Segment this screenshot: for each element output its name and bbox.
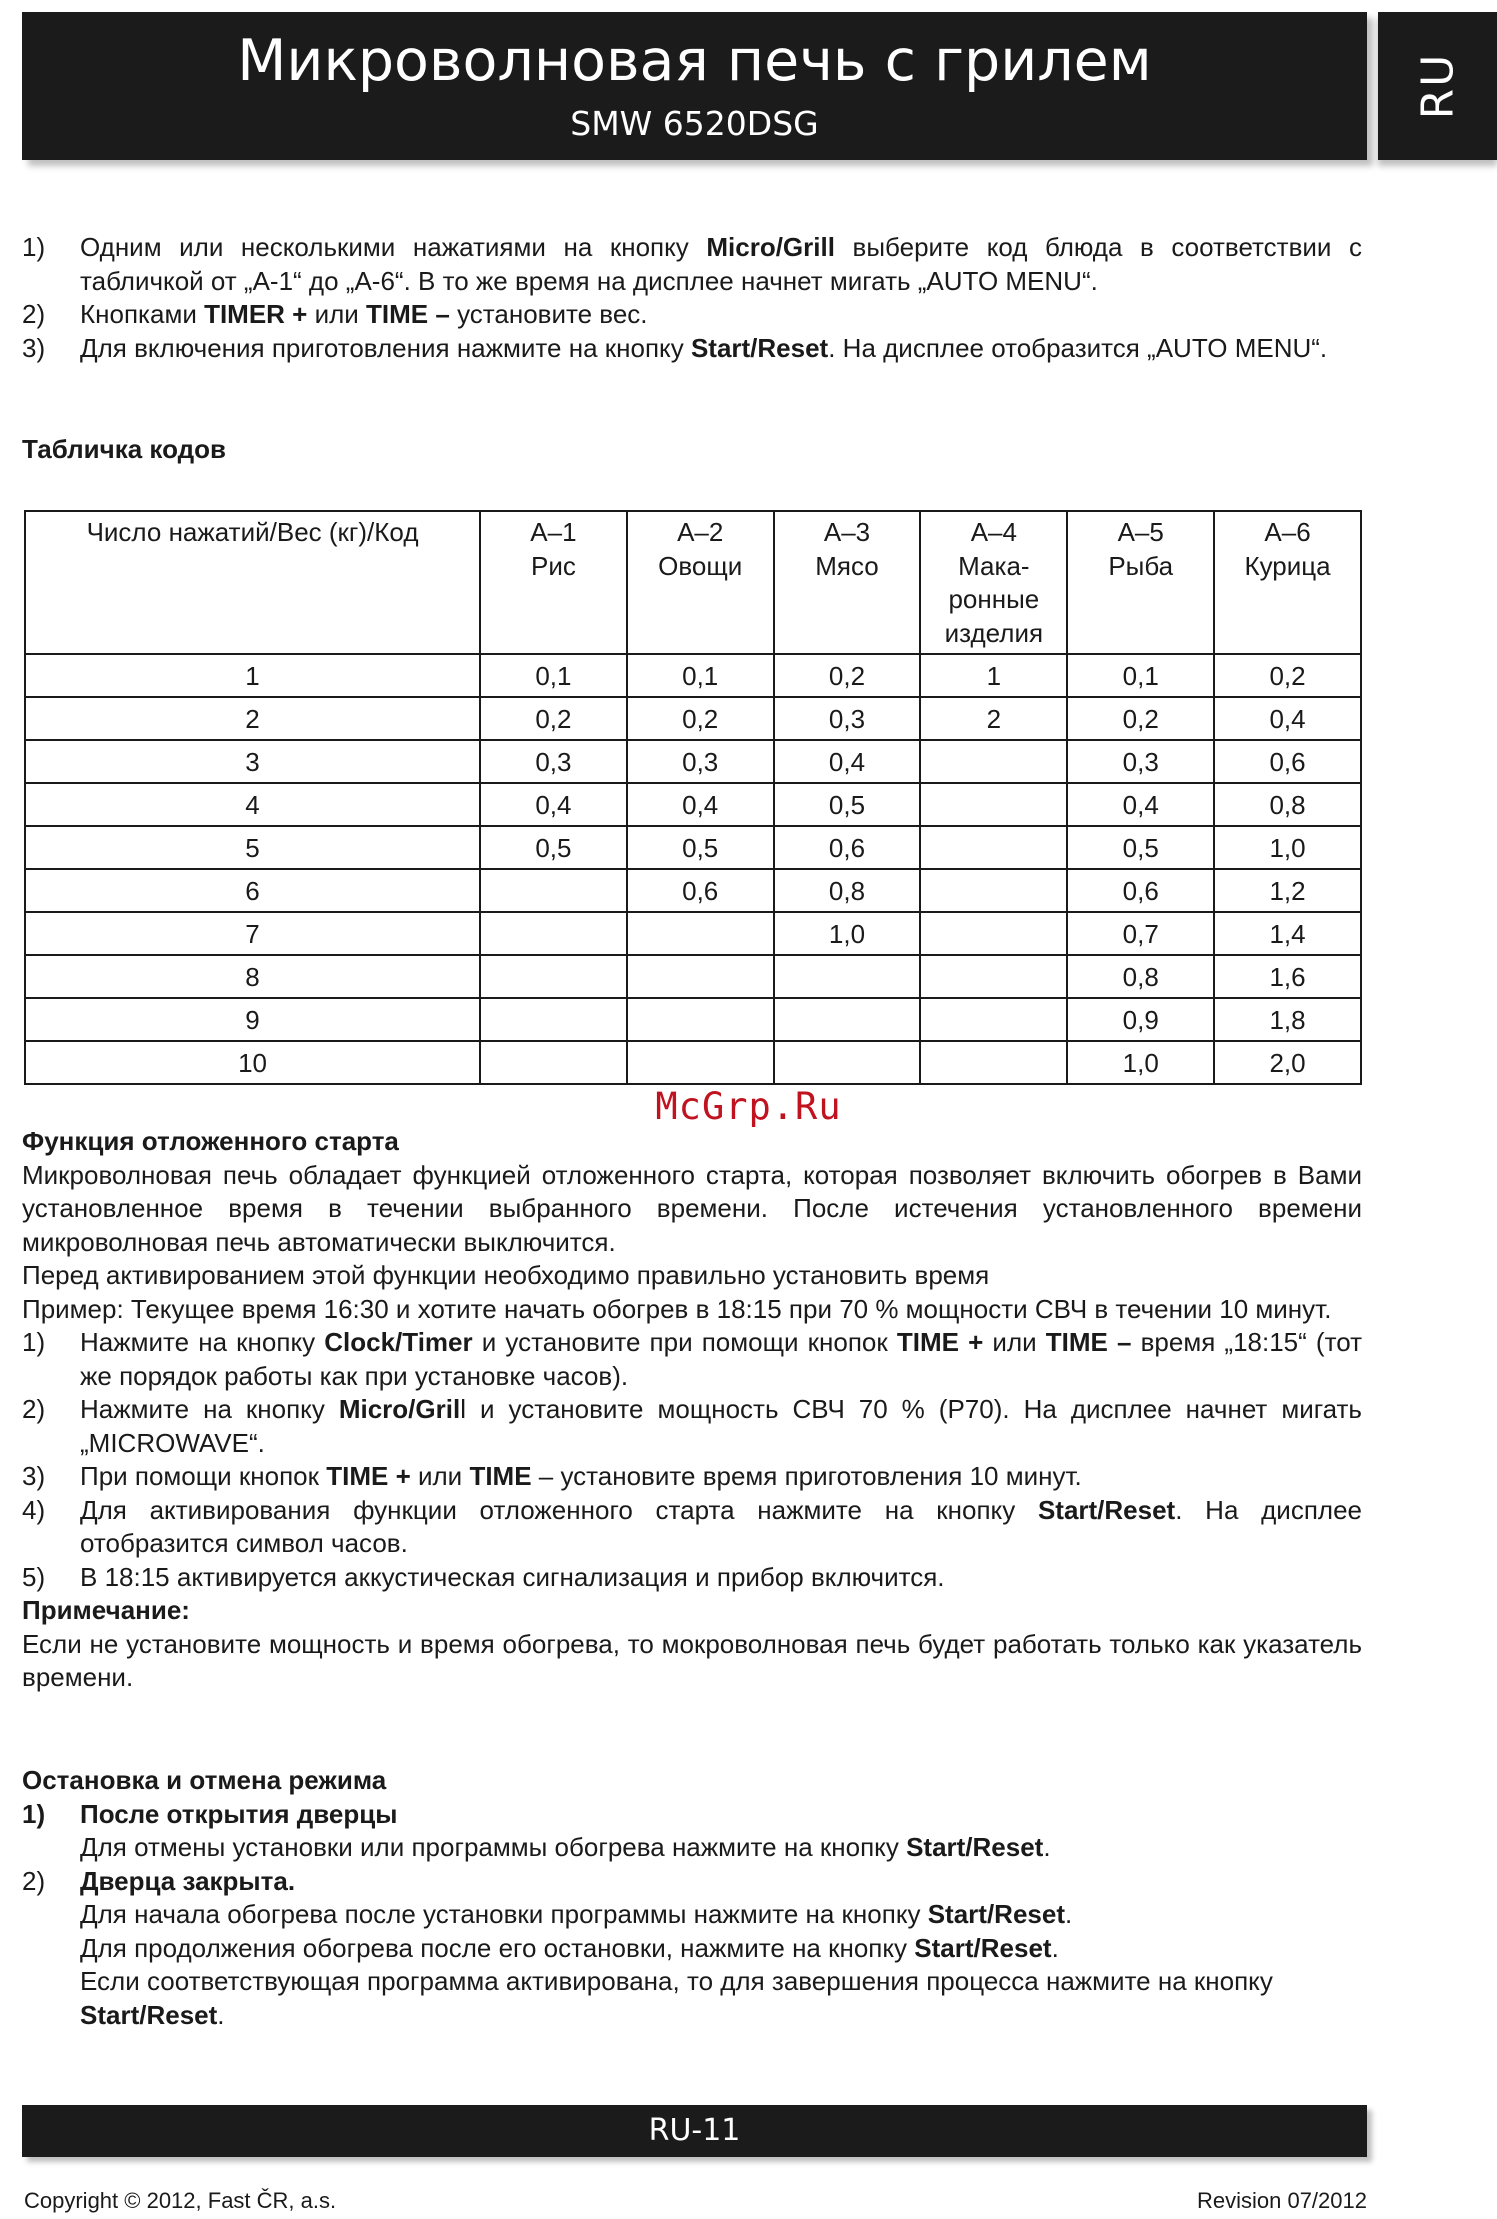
table-cell: 0,5 — [480, 826, 627, 869]
table-cell — [920, 783, 1067, 826]
stop-cancel-heading: Остановка и отмена режима — [22, 1765, 387, 1795]
bold-term: Micro/Grill — [706, 232, 835, 262]
table-cell: 0,2 — [1214, 654, 1361, 697]
text-run: Для отмены установки или программы обогрева нажмите на кнопку — [80, 1832, 907, 1862]
table-cell: 0,8 — [1214, 783, 1361, 826]
table-cell: 0,4 — [1214, 697, 1361, 740]
row-press-count: 6 — [25, 869, 480, 912]
stop-item-line — [80, 1898, 1362, 1932]
text-run: Для включения приготовления нажмите на кнопку — [80, 332, 691, 363]
language-tab — [1378, 12, 1497, 160]
delayed-step — [22, 1561, 1362, 1595]
table-cell: 1,0 — [1067, 1041, 1214, 1084]
table-cell: 0,4 — [627, 783, 774, 826]
bold-term: Start/Reset — [906, 1832, 1044, 1862]
language-label: RU — [1412, 52, 1463, 120]
row-press-count: 3 — [25, 740, 480, 783]
table-cell: 0,3 — [627, 740, 774, 783]
step-number: 2) — [22, 1394, 46, 1424]
text-run: Кнопками — [80, 299, 205, 329]
column-code: A–6 — [1264, 517, 1311, 547]
codes-table-heading: Табличка кодов — [22, 434, 226, 464]
note-text: Если не установите мощность и время обогрева, то мокроволновая печь будет работать только как указатель времени. — [22, 1628, 1362, 1692]
model-number: SMW 6520DSG — [570, 104, 819, 143]
column-name: Рыба — [1108, 550, 1174, 581]
table-cell: 0,5 — [1067, 826, 1214, 869]
table-cell: 0,9 — [1067, 998, 1214, 1041]
table-cell: 1,2 — [1214, 869, 1361, 912]
column-name: Мясо — [815, 550, 879, 581]
step-number: 3) — [22, 332, 46, 363]
table-cell: 2 — [920, 697, 1067, 740]
table-cell: 1,0 — [774, 912, 921, 955]
table-cell: 0,6 — [1214, 740, 1361, 783]
table-column-header — [480, 511, 627, 654]
stop-cancel-items — [22, 1798, 1362, 2033]
table-row — [25, 998, 1361, 1041]
text-run: или — [410, 1461, 470, 1491]
text-run: . На дисплее отобразится символ часов. — [80, 1494, 1362, 1558]
intro-step — [22, 332, 1362, 366]
intro-steps — [22, 231, 1362, 365]
codes-table — [24, 510, 1362, 1085]
text-run: При помощи кнопок — [80, 1461, 327, 1491]
text-run: Для активирования функции отложенного старта нажмите на кнопку — [80, 1494, 1038, 1525]
stop-item-line — [80, 1965, 1362, 2032]
table-cell — [774, 998, 921, 1041]
table-cell — [627, 955, 774, 998]
bold-term: Clock/Timer — [324, 1327, 473, 1357]
intro-step — [22, 298, 1362, 332]
delayed-start-heading: Функция отложенного старта — [22, 1126, 399, 1156]
delayed-start-paragraphs — [22, 1159, 1362, 1327]
row-press-count: 10 — [25, 1041, 480, 1084]
table-cell — [920, 740, 1067, 783]
text-run: или — [983, 1327, 1046, 1357]
stop-item-title: После открытия дверцы — [80, 1798, 398, 1829]
revision: Revision 07/2012 — [1196, 2188, 1367, 2213]
page-number: RU-11 — [648, 2113, 741, 2148]
text-run: В 18:15 активируется аккустическая сигнализация и прибор включится. — [80, 1561, 945, 1592]
table-cell: 0,6 — [774, 826, 921, 869]
table-cell — [480, 869, 627, 912]
bold-term: Start/Reset — [80, 1999, 218, 2030]
text-run: Одним или несколькими нажатиями на кнопку — [80, 232, 707, 262]
table-cell — [920, 1041, 1067, 1084]
table-cell: 0,5 — [774, 783, 921, 826]
bold-term: TIME — [469, 1461, 532, 1491]
table-cell: 0,3 — [480, 740, 627, 783]
table-cell: 1,4 — [1214, 912, 1361, 955]
table-cell — [920, 998, 1067, 1041]
column-code: A–5 — [1117, 517, 1164, 547]
table-column-header — [1214, 511, 1361, 654]
table-cell — [480, 998, 627, 1041]
table-cell — [920, 912, 1067, 955]
copyright: Copyright © 2012, Fast ČR, a.s. — [24, 2188, 337, 2213]
text-run: выберите код блюда в соответствии с табличкой от „A-1“ до „A-6“. В то же время на дисплее начнет мигать „AUTO MENU“. — [80, 232, 1362, 296]
table-cell: 0,4 — [1067, 783, 1214, 826]
table-cell: 0,2 — [774, 654, 921, 697]
table-row — [25, 912, 1361, 955]
table-cell: 1 — [920, 654, 1067, 697]
bold-term: TIMER + — [204, 299, 308, 329]
table-row — [25, 697, 1361, 740]
bold-term: Start/Reset — [690, 332, 829, 363]
text-run: Для продолжения обогрева после его остановки, нажмите на кнопку — [80, 1932, 915, 1963]
row-press-count: 9 — [25, 998, 480, 1041]
table-cell: 0,8 — [1067, 955, 1214, 998]
stop-item-line — [80, 1831, 1362, 1865]
table-cell — [920, 869, 1067, 912]
stop-item — [22, 1798, 1362, 1865]
table-cell: 0,3 — [774, 697, 921, 740]
step-number: 1) — [22, 1327, 46, 1357]
column-code: A–1 — [530, 517, 577, 547]
table-cell: 1,0 — [1214, 826, 1361, 869]
stop-cancel-section — [22, 1764, 1362, 2032]
table-cell — [920, 826, 1067, 869]
table-cell: 0,8 — [774, 869, 921, 912]
step-number: 1) — [22, 232, 46, 262]
text-run: . — [1065, 1899, 1073, 1929]
stop-item — [22, 1865, 1362, 2033]
table-cell — [627, 998, 774, 1041]
text-run: Для начала обогрева после установки программы нажмите на кнопку — [80, 1899, 928, 1929]
page-title: Микроволновая печь с грилем — [237, 28, 1152, 94]
table-cell: 0,5 — [627, 826, 774, 869]
paragraph: Перед активированием этой функции необходимо правильно установить время — [22, 1260, 990, 1290]
table-cell: 0,3 — [1067, 740, 1214, 783]
table-cell: 0,2 — [480, 697, 627, 740]
row-press-count: 7 — [25, 912, 480, 955]
step-number: 3) — [22, 1461, 46, 1491]
row-press-count: 1 — [25, 654, 480, 697]
text-run: Нажмите на кнопку — [80, 1327, 325, 1357]
text-run: и установите при помощи кнопок — [472, 1327, 897, 1357]
note-heading: Примечание: — [22, 1595, 190, 1625]
table-cell: 0,1 — [480, 654, 627, 697]
bold-term: Start/Reset — [914, 1932, 1052, 1963]
table-cell: 1,8 — [1214, 998, 1361, 1041]
step-number: 1) — [22, 1798, 46, 1829]
table-cell — [480, 955, 627, 998]
column-code: A–4 — [970, 517, 1017, 547]
row-press-count: 2 — [25, 697, 480, 740]
table-column-header — [1067, 511, 1214, 654]
column-code: A–2 — [677, 517, 724, 547]
table-cell: 0,2 — [627, 697, 774, 740]
table-header-label: Число нажатий/Вес (кг)/Код — [25, 511, 480, 654]
table-cell — [480, 912, 627, 955]
watermark: McGrp.Ru — [655, 1085, 842, 1128]
table-column-header — [920, 511, 1067, 654]
table-cell: 0,4 — [480, 783, 627, 826]
bold-term: TIME – — [1045, 1327, 1132, 1357]
table-cell: 0,7 — [1067, 912, 1214, 955]
table-row — [25, 955, 1361, 998]
table-row — [25, 869, 1361, 912]
footer-bar — [22, 2105, 1367, 2157]
text-run: Нажмите на кнопку — [80, 1394, 339, 1424]
table-body — [25, 654, 1361, 1084]
text-run: . — [217, 1999, 225, 2030]
intro-step — [22, 231, 1362, 298]
table-column-header — [774, 511, 921, 654]
text-run: . — [1043, 1832, 1051, 1862]
table-cell — [627, 1041, 774, 1084]
bold-term: Start/Reset — [1037, 1494, 1176, 1525]
row-press-count: 5 — [25, 826, 480, 869]
delayed-step — [22, 1393, 1362, 1460]
text-run: Если соответствующая программа активирована, то для завершения процесса нажмите на кнопку — [80, 1966, 1273, 1996]
column-code: A–3 — [823, 517, 871, 547]
table-row — [25, 783, 1361, 826]
table-row — [25, 740, 1361, 783]
table-header-row — [25, 511, 1361, 654]
delayed-start-section — [22, 1125, 1362, 1695]
table-cell — [920, 955, 1067, 998]
text-run: установите вес. — [449, 299, 648, 329]
header-bar — [22, 12, 1367, 160]
table-row — [25, 1041, 1361, 1084]
paragraph: Микроволновая печь обладает функцией отложенного старта, которая позволяет включить обогрев в Вами установленное время в течении выбранного времени. После истечения установленного времени микроволновая печь автоматически выключится. — [22, 1159, 1362, 1257]
row-press-count: 8 — [25, 955, 480, 998]
table-row — [25, 826, 1361, 869]
column-name: Курица — [1244, 550, 1331, 581]
bold-term: Start/Reset — [927, 1899, 1065, 1929]
text-run: время „18:15“ (тот же порядок работы как при установке часов). — [80, 1327, 1363, 1391]
table-cell — [774, 955, 921, 998]
column-name: Овощи — [658, 550, 743, 581]
text-run: . — [1051, 1932, 1059, 1963]
table-cell — [480, 1041, 627, 1084]
delayed-step — [22, 1326, 1362, 1393]
delayed-step — [22, 1460, 1362, 1494]
table-cell: 0,2 — [1067, 697, 1214, 740]
paragraph: Пример: Текущее время 16:30 и хотите начать обогрев в 18:15 при 70 % мощности СВЧ в течении 10 минут. — [22, 1293, 1332, 1324]
table-cell: 0,1 — [627, 654, 774, 697]
column-name: Рис — [530, 550, 576, 581]
step-number: 5) — [22, 1561, 46, 1592]
table-cell — [774, 1041, 921, 1084]
text-run: . На дисплее отобразится „AUTO MENU“. — [828, 332, 1328, 363]
stop-item-line — [80, 1932, 1362, 1966]
text-run: l и установите мощность СВЧ 70 % (P70). На дисплее начнет мигать „MICROWAVE“. — [80, 1394, 1362, 1458]
bold-term: TIME + — [896, 1327, 984, 1357]
table-cell: 0,4 — [774, 740, 921, 783]
delayed-start-steps — [22, 1326, 1362, 1594]
step-number: 2) — [22, 1865, 46, 1896]
stop-item-title: Дверца закрыта. — [80, 1865, 296, 1896]
text-run: – установите время приготовления 10 минут. — [531, 1461, 1082, 1491]
row-press-count: 4 — [25, 783, 480, 826]
table-cell: 2,0 — [1214, 1041, 1361, 1084]
column-name: Мака-ронные изделия — [944, 550, 1044, 648]
bold-term: TIME + — [326, 1461, 411, 1491]
table-row — [25, 654, 1361, 697]
text-run: или — [307, 299, 367, 329]
table-column-header — [627, 511, 774, 654]
step-number: 4) — [22, 1494, 46, 1525]
table-cell: 0,6 — [627, 869, 774, 912]
bold-term: Micro/Gril — [338, 1394, 461, 1424]
step-number: 2) — [22, 299, 46, 329]
delayed-step — [22, 1494, 1362, 1561]
table-cell: 0,6 — [1067, 869, 1214, 912]
table-cell: 0,1 — [1067, 654, 1214, 697]
table-cell: 1,6 — [1214, 955, 1361, 998]
bold-term: TIME – — [366, 299, 450, 329]
table-cell — [627, 912, 774, 955]
